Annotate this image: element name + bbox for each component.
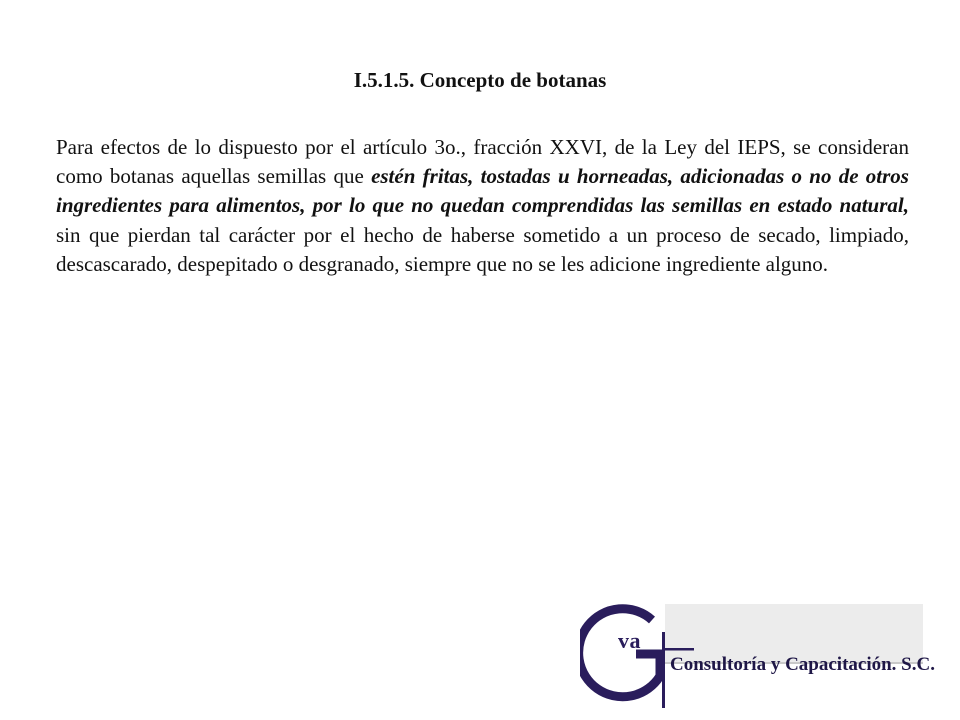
logo-abbreviation: va xyxy=(618,628,641,653)
paragraph-emphasis: estén fritas, tostadas u horneadas, adicionadas o no de otros ingredientes para alimentos, por lo que no quedan comprendidas las semillas en estado natural, xyxy=(56,164,909,218)
company-logo xyxy=(580,598,935,708)
page-title: I.5.1.5. Concepto de botanas xyxy=(353,68,607,92)
body-paragraph xyxy=(56,133,909,279)
paragraph-text-start: Para efectos de lo dispuesto por el artículo 3o., fracción XXVI, de la Ley del IEPS, se consideran como botanas aquellas semillas que xyxy=(56,135,909,189)
logo-company-name: Consultoría y Capacitación. S.C. xyxy=(670,654,935,675)
paragraph-text-end: sin que pierdan tal carácter por el hecho de haberse sometido a un proceso de secado, limpiado, descascarado, despepitado o desgranado, siempre que no se les adicione ingrediente alguno. xyxy=(56,222,909,276)
